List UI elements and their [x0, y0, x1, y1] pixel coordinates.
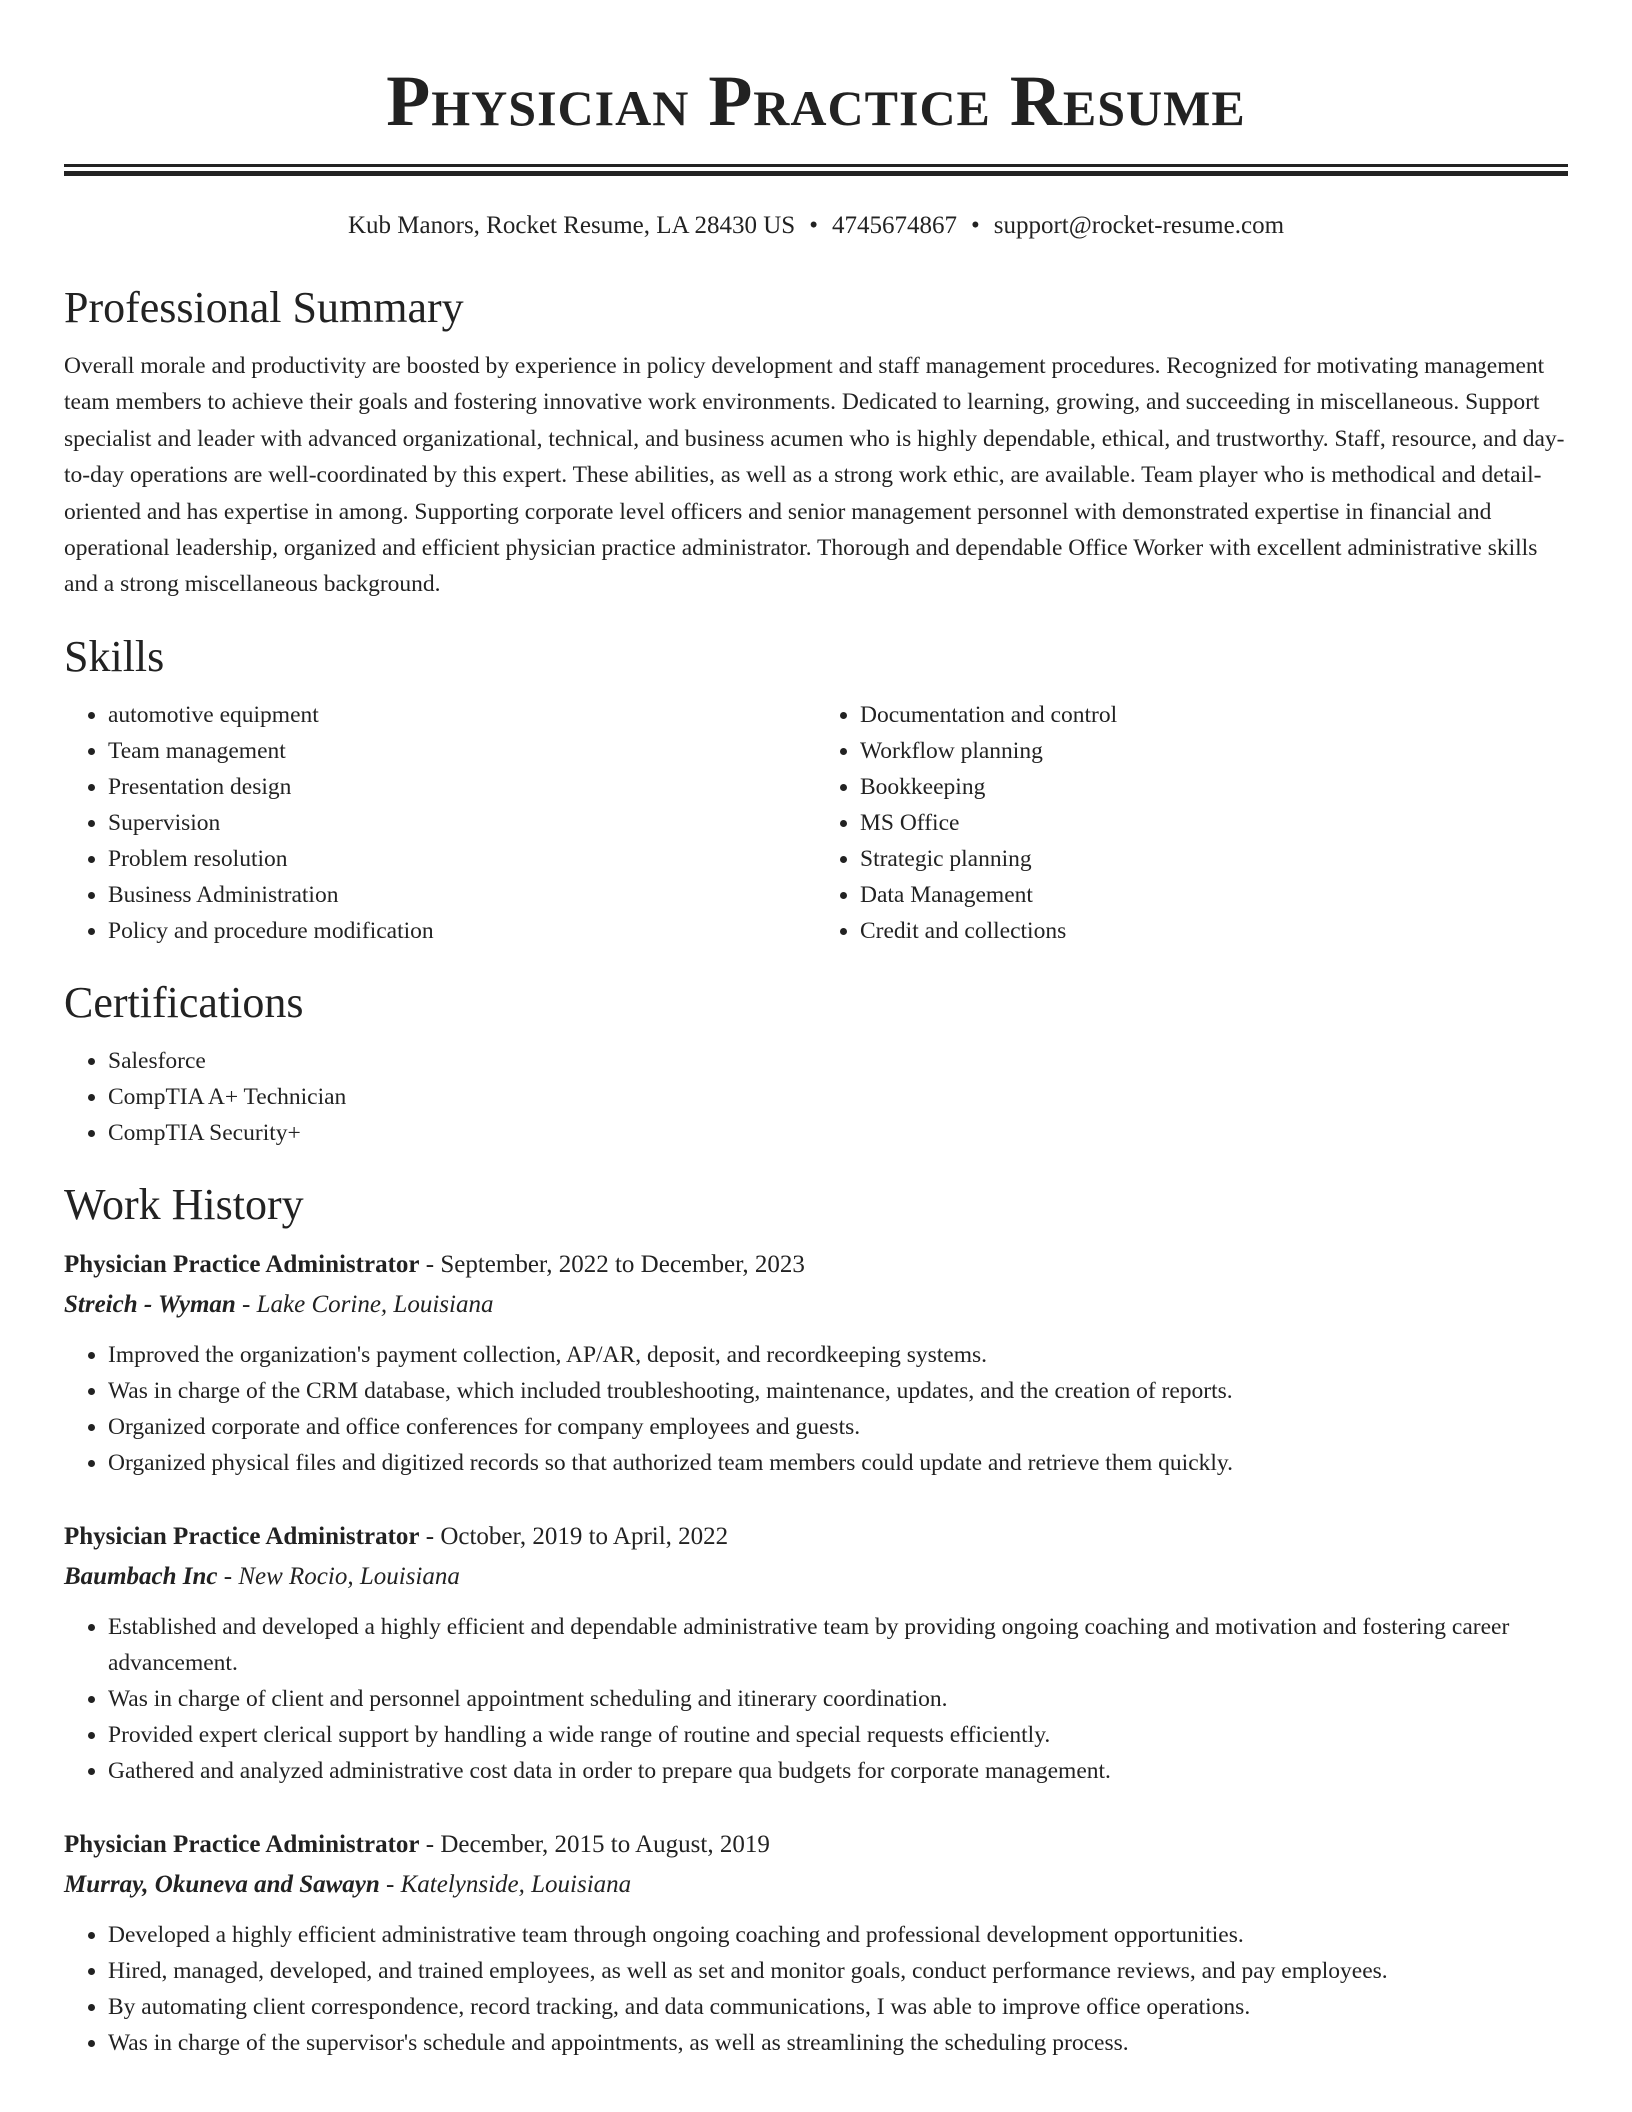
job-dates: - October, 2019 to April, 2022 [419, 1522, 729, 1550]
job-location: - Katelynside, Louisiana [379, 1870, 632, 1898]
skill-item: • Policy and procedure modification [108, 913, 816, 949]
contact-separator: • [809, 212, 818, 239]
job-role: Physician Practice Administrator [64, 1830, 420, 1858]
job-bullet: • Gathered and analyzed administrative cost data in order to prepare qua budgets for corporate management. [108, 1753, 1568, 1789]
job-entry [64, 1825, 1568, 2061]
job-title-line [64, 1825, 1568, 1865]
contact-email: support@rocket-resume.com [993, 212, 1285, 239]
job-bullet: • Was in charge of client and personnel appointment scheduling and itinerary coordination. [108, 1681, 1568, 1717]
title-divider [64, 164, 1568, 176]
job-dates: - September, 2022 to December, 2023 [419, 1250, 805, 1278]
skills-heading: Skills [64, 631, 165, 681]
certification-item: • Salesforce [108, 1043, 1568, 1079]
job-location: - Lake Corine, Louisiana [235, 1290, 494, 1318]
job-bullet: • Organized physical files and digitized records so that authorized team members could update and retrieve them quickly. [108, 1445, 1568, 1481]
job-bullet: • Established and developed a highly efficient and dependable administrative team by providing ongoing coaching and motivation and fostering career advancement. [108, 1609, 1568, 1681]
job-bullet: • By automating client correspondence, record tracking, and data communications, I was able to improve office operations. [108, 1989, 1568, 2025]
contact-line [64, 210, 1568, 242]
job-bullets [64, 1609, 1568, 1789]
contact-separator: • [970, 212, 980, 239]
certification-item: • CompTIA A+ Technician [108, 1079, 1568, 1115]
job-bullet: • Improved the organization's payment collection, AP/AR, deposit, and recordkeeping systems. [108, 1337, 1568, 1373]
certifications-section [64, 977, 1568, 1151]
skills-grid [64, 697, 1568, 949]
job-bullet: • Organized corporate and office conferences for company employees and guests. [108, 1409, 1568, 1445]
skill-item: • Strategic planning [860, 841, 1568, 877]
job-company-line [64, 1285, 1568, 1325]
job-bullet: • Provided expert clerical support by handling a wide range of routine and special requests efficiently. [108, 1717, 1568, 1753]
skill-item: • Documentation and control [860, 697, 1568, 733]
job-company: Baumbach Inc [64, 1562, 218, 1590]
job-bullets [64, 1917, 1568, 2061]
certifications-heading: Certifications [64, 977, 304, 1027]
contact-address: Kub Manors, Rocket Resume, LA 28430 US [347, 212, 796, 239]
job-bullet: • Was in charge of the supervisor's schedule and appointments, as well as streamlining the scheduling process. [108, 2025, 1568, 2061]
skill-item: • Data Management [860, 877, 1568, 913]
job-company: Murray, Okuneva and Sawayn [64, 1870, 380, 1898]
work-history-section [64, 1179, 1568, 2061]
skill-item: • MS Office [860, 805, 1568, 841]
work-history-heading: Work History [64, 1179, 304, 1229]
job-role: Physician Practice Administrator [64, 1522, 420, 1550]
skill-item: • Credit and collections [860, 913, 1568, 949]
skill-item: • automotive equipment [108, 697, 816, 733]
certification-item: • CompTIA Security+ [108, 1115, 1568, 1151]
job-company-line [64, 1557, 1568, 1597]
skill-item: • Presentation design [108, 769, 816, 805]
job-company: Streich - Wyman [64, 1290, 236, 1318]
job-company-line [64, 1865, 1568, 1905]
skills-list-right [816, 697, 1568, 949]
job-role: Physician Practice Administrator [64, 1250, 420, 1278]
skill-item: • Supervision [108, 805, 816, 841]
job-title-line [64, 1517, 1568, 1557]
job-title-line [64, 1245, 1568, 1285]
skills-list-left [64, 697, 816, 949]
summary-heading: Professional Summary [64, 283, 464, 332]
job-bullets [64, 1337, 1568, 1481]
page-title: Physician Practice Resume [386, 61, 1246, 141]
skill-item: • Business Administration [108, 877, 816, 913]
job-entry [64, 1517, 1568, 1789]
skill-item: • Workflow planning [860, 733, 1568, 769]
job-bullet: • Was in charge of the CRM database, which included troubleshooting, maintenance, updates, and the creation of reports. [108, 1373, 1568, 1409]
skill-item: • Team management [108, 733, 816, 769]
skill-item: • Problem resolution [108, 841, 816, 877]
summary-text: Overall morale and productivity are boosted by experience in policy development and staff management procedures. Recognized for motivating management team members to achieve their goals and fostering innovative work environments. Dedicated to learning, growing, and succeeding in miscellaneous. Support specialist and leader with advanced organizational, technical, and business acumen who is highly dependable, ethical, and trustworthy. Staff, resource, and day-to-day operations are well-coordinated by this expert. These abilities, as well as a strong work ethic, are available. Team player who is methodical and detail-oriented and has expertise in among. Supporting corporate level officers and senior management personnel with demonstrated expertise in financial and operational leadership, organized and efficient physician practice administrator. Thorough and dependable Office Worker with excellent administrative skills and a strong miscellaneous background. [64, 353, 1565, 598]
job-dates: - December, 2015 to August, 2019 [419, 1830, 770, 1858]
job-location: - New Rocio, Louisiana [217, 1562, 460, 1590]
job-bullet: • Hired, managed, developed, and trained employees, as well as set and monitor goals, conduct performance reviews, and pay employees. [108, 1953, 1568, 1989]
summary-section [64, 282, 1568, 603]
certifications-list [64, 1043, 1568, 1151]
skill-item: • Bookkeeping [860, 769, 1568, 805]
job-entry [64, 1245, 1568, 1481]
contact-phone: 4745674867 [831, 212, 957, 239]
job-bullet: • Developed a highly efficient administrative team through ongoing coaching and professional development opportunities. [108, 1917, 1568, 1953]
skills-section [64, 631, 1568, 949]
